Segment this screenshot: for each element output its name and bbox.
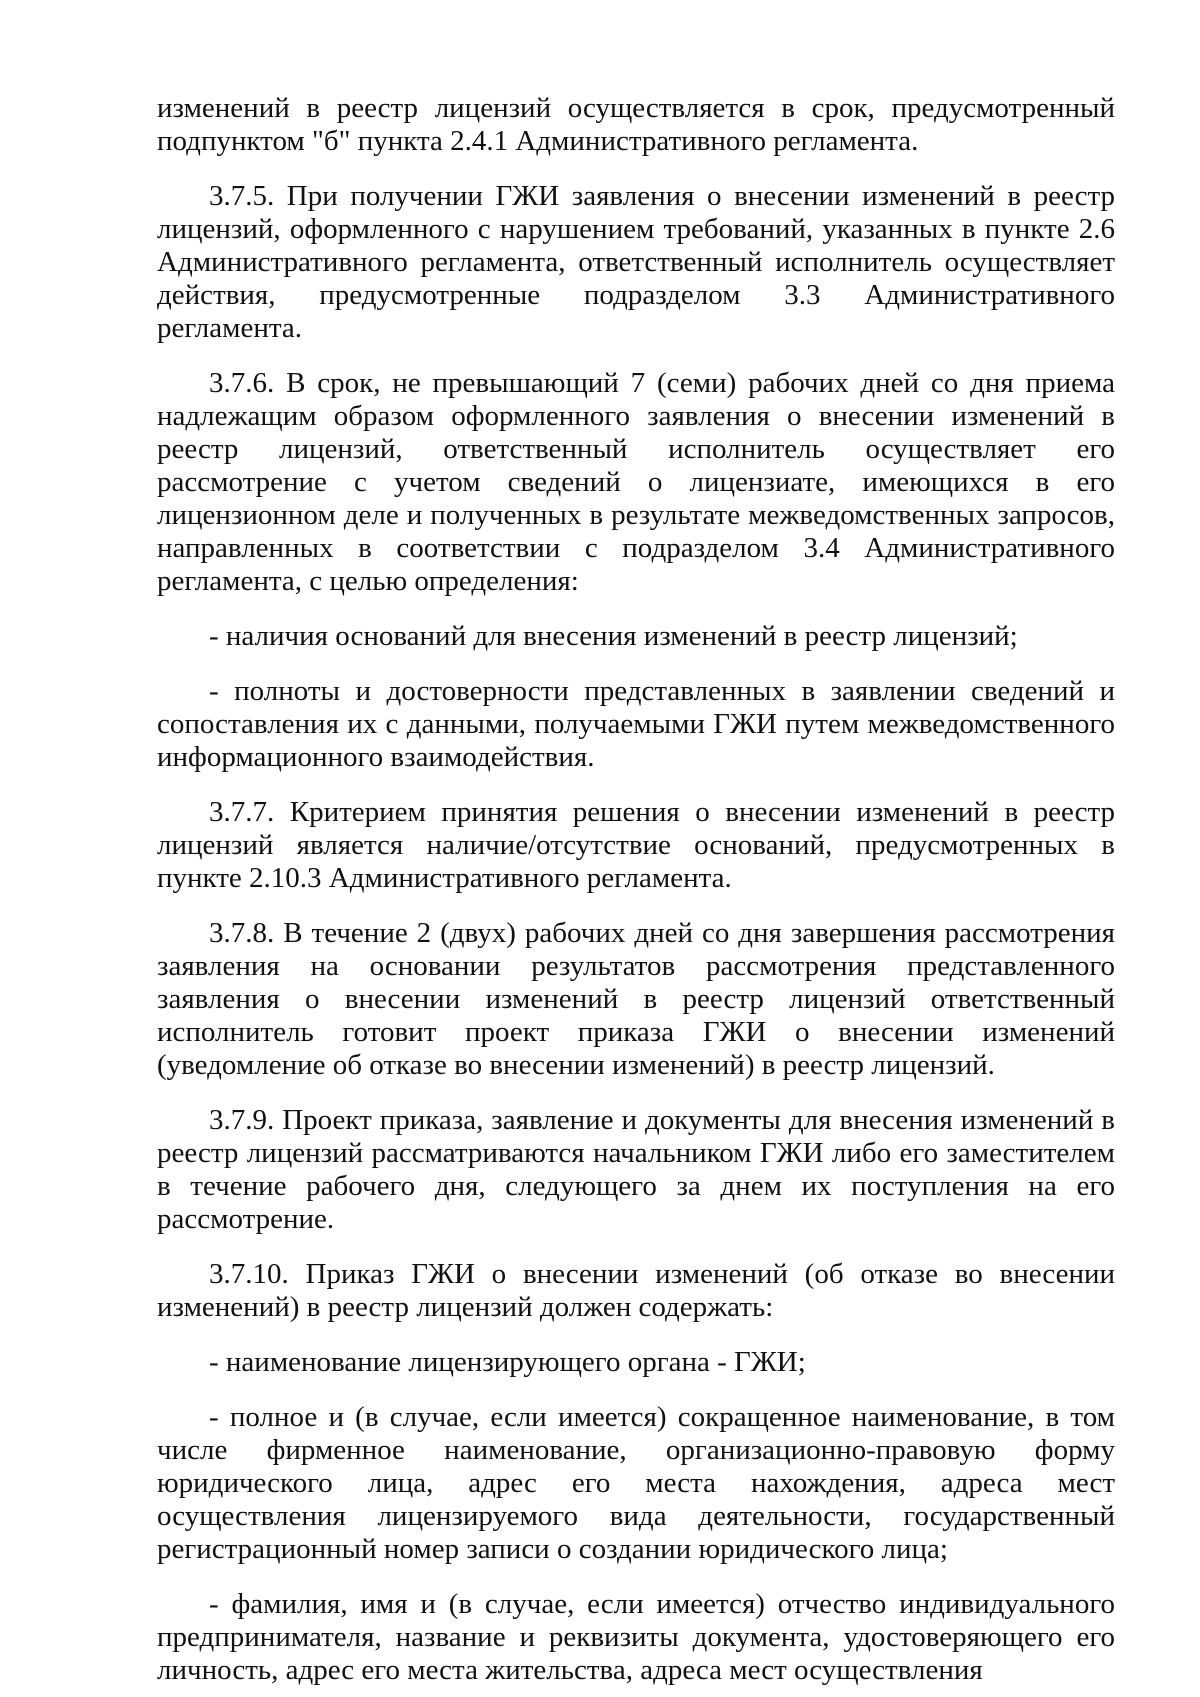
paragraph-3-7-9: 3.7.9. Проект приказа, заявление и документы для внесения изменений в реестр лицензий рассматриваются начальником ГЖИ либо его заместителем в течение рабочего дня, следующего за днем их поступления на его рассмотрение. — [157, 1104, 1115, 1235]
list-item-entrepreneur: - фамилия, имя и (в случае, если имеется) отчество индивидуального предпринимателя, название и реквизиты документа, удостоверяющего его личность, адрес его места жительства, адреса мест осуществления — [157, 1588, 1115, 1686]
list-item-grounds: - наличия оснований для внесения изменений в реестр лицензий; — [209, 620, 1018, 652]
paragraph-3-7-6: 3.7.6. В срок, не превышающий 7 (семи) рабочих дней со дня приема надлежащим образом оформленного заявления о внесении изменений в реестр лицензий, ответственный исполнитель осуществляет его рассмотрение с учетом сведений о лицензиате, имеющихся в его лицензионном деле и полученных в результате межведомственных запросов, направленных в соответствии с подразделом 3.4 Административного регламента, с целью определения: — [157, 367, 1115, 597]
list-item-licensing-body: - наименование лицензирующего органа - ГЖИ; — [209, 1346, 806, 1378]
paragraph-3-7-5: 3.7.5. При получении ГЖИ заявления о внесении изменений в реестр лицензий, оформленного с нарушением требований, указанных в пункте 2.6 Административного регламента, ответственный исполнитель осуществляет действия, предусмотренные подразделом 3.3 Административного регламента. — [157, 180, 1115, 344]
paragraph-3-7-10: 3.7.10. Приказ ГЖИ о внесении изменений (об отказе во внесении изменений) в реестр лицензий должен содержать: — [157, 1258, 1115, 1323]
list-item-legal-entity: - полное и (в случае, если имеется) сокращенное наименование, в том числе фирменное наименование, организационно-правовую форму юридического лица, адрес его места нахождения, адреса мест осуществления лицензируемого вида деятельности, государственный регистрационный номер записи о создании юридического лица; — [157, 1401, 1115, 1565]
paragraph-continuation: изменений в реестр лицензий осуществляется в срок, предусмотренный подпунктом "б" пункта 2.4.1 Административного регламента. — [157, 92, 1115, 157]
paragraph-3-7-8: 3.7.8. В течение 2 (двух) рабочих дней со дня завершения рассмотрения заявления на основании результатов рассмотрения представленного заявления о внесении изменений в реестр лицензий ответственный исполнитель готовит проект приказа ГЖИ о внесении изменений (уведомление об отказе во внесении изменений) в реестр лицензий. — [157, 917, 1115, 1081]
list-item-completeness: - полноты и достоверности представленных в заявлении сведений и сопоставления их с данными, получаемыми ГЖИ путем межведомственного информационного взаимодействия. — [157, 675, 1115, 773]
document-page — [157, 92, 1115, 1687]
paragraph-3-7-7: 3.7.7. Критерием принятия решения о внесении изменений в реестр лицензий является наличие/отсутствие оснований, предусмотренных в пункте 2.10.3 Административного регламента. — [157, 796, 1115, 894]
